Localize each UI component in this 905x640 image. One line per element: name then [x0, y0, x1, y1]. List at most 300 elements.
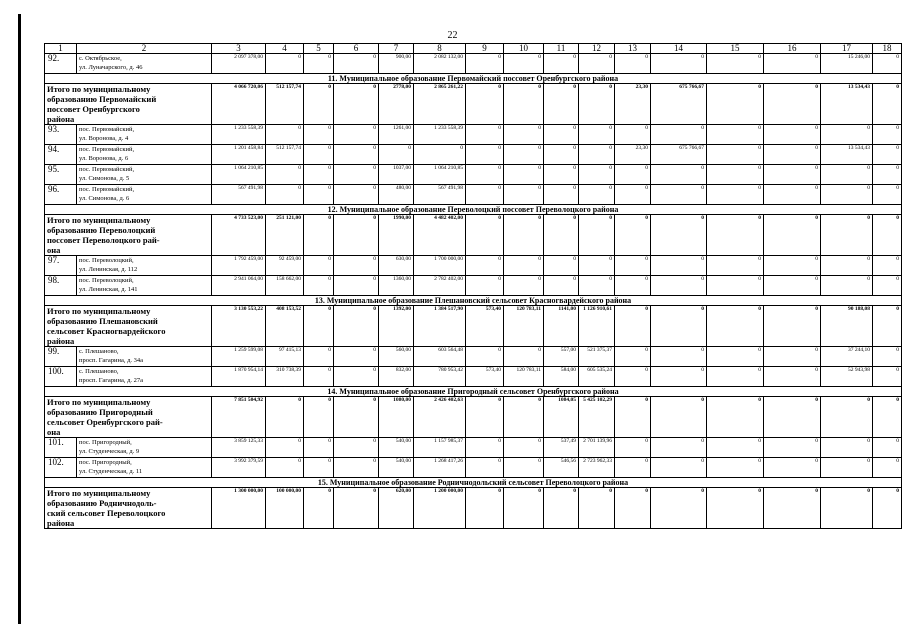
- column-header: 8: [414, 44, 466, 54]
- table-row: [45, 125, 902, 145]
- cell-line: района: [47, 518, 75, 528]
- total-row: [45, 215, 902, 256]
- value-cell: 1 126 910,61: [579, 306, 615, 347]
- cell-line: ул. Симонова, д. 6: [79, 195, 130, 202]
- value-cell: 0: [544, 145, 579, 165]
- value-cell: 0: [707, 347, 764, 367]
- value-cell: 0: [334, 458, 379, 478]
- value-cell: 0: [873, 256, 902, 276]
- value-cell: 1084,05: [544, 397, 579, 438]
- value-cell: 0: [615, 347, 651, 367]
- value-cell: 0: [707, 367, 764, 387]
- value-cell: 0: [873, 215, 902, 256]
- value-cell: 52 943,98: [821, 367, 873, 387]
- value-cell: 0: [821, 125, 873, 145]
- value-cell: 0: [504, 276, 544, 296]
- value-cell: 0: [764, 438, 821, 458]
- address-cell: [77, 185, 212, 205]
- section-title: 15. Муниципальное образование Родничнодольский сельсовет Переволоцкого района: [45, 478, 902, 488]
- value-cell: 0: [504, 458, 544, 478]
- value-cell: 0: [466, 256, 504, 276]
- section-row: [45, 387, 902, 397]
- value-cell: 567 491,98: [212, 185, 266, 205]
- value-cell: 0: [651, 185, 707, 205]
- address-cell: [77, 367, 212, 387]
- value-cell: 1261,00: [379, 125, 414, 145]
- value-cell: 2778,00: [379, 84, 414, 125]
- total-row: [45, 306, 902, 347]
- cell-line: с. Октябрьское,: [79, 55, 122, 62]
- column-header: 6: [334, 44, 379, 54]
- total-row: [45, 397, 902, 438]
- value-cell: 310 738,39: [266, 367, 304, 387]
- value-cell: 0: [466, 185, 504, 205]
- value-cell: 0: [304, 397, 334, 438]
- value-cell: 0: [544, 185, 579, 205]
- value-cell: 0: [764, 185, 821, 205]
- value-cell: 158 662,00: [266, 276, 304, 296]
- table-row: [45, 438, 902, 458]
- page-number: 22: [447, 30, 458, 41]
- value-cell: 1 157 985,37: [414, 438, 466, 458]
- cell-line: Итого по муниципальному: [47, 84, 151, 94]
- value-cell: 0: [651, 438, 707, 458]
- value-cell: 780 953,42: [414, 367, 466, 387]
- value-cell: 0: [764, 488, 821, 529]
- cell-line: района: [47, 336, 75, 346]
- value-cell: 512 157,74: [266, 145, 304, 165]
- cell-line: ул. Ленинская, д. 141: [79, 286, 138, 293]
- value-cell: 0: [821, 276, 873, 296]
- value-cell: 408 153,52: [266, 306, 304, 347]
- value-cell: 0: [821, 256, 873, 276]
- address-cell: [77, 145, 212, 165]
- value-cell: 0: [821, 397, 873, 438]
- value-cell: 37 244,10: [821, 347, 873, 367]
- value-cell: 0: [579, 215, 615, 256]
- value-cell: 90 188,08: [821, 306, 873, 347]
- value-cell: 7 851 504,92: [212, 397, 266, 438]
- table-row: [45, 347, 902, 367]
- column-header: 3: [212, 44, 266, 54]
- value-cell: 0: [764, 397, 821, 438]
- value-cell: 92 459,00: [266, 256, 304, 276]
- total-label: [45, 306, 212, 347]
- value-cell: 0: [466, 488, 504, 529]
- table-row: [45, 458, 902, 478]
- table-body: [45, 44, 902, 529]
- column-header: 13: [615, 44, 651, 54]
- value-cell: 2 941 064,00: [212, 276, 266, 296]
- value-cell: 0: [334, 276, 379, 296]
- row-number: 93.: [45, 125, 77, 145]
- value-cell: 605 535,24: [579, 367, 615, 387]
- cell-line: ул. Воронова, д. 4: [79, 135, 129, 142]
- address-cell: [77, 256, 212, 276]
- value-cell: 0: [615, 125, 651, 145]
- column-header: 17: [821, 44, 873, 54]
- value-cell: 0: [873, 488, 902, 529]
- value-cell: 0: [304, 185, 334, 205]
- value-cell: 0: [266, 125, 304, 145]
- table-row: [45, 256, 902, 276]
- value-cell: 1 268 417,26: [414, 458, 466, 478]
- value-cell: 0: [764, 145, 821, 165]
- cell-line: образованию Плешановский: [47, 316, 158, 326]
- value-cell: 0: [334, 84, 379, 125]
- value-cell: 0: [466, 438, 504, 458]
- value-cell: 1990,00: [379, 215, 414, 256]
- value-cell: 0: [304, 438, 334, 458]
- value-cell: 0: [615, 306, 651, 347]
- value-cell: 0: [579, 165, 615, 185]
- value-cell: 0: [821, 488, 873, 529]
- value-cell: 480,00: [379, 185, 414, 205]
- column-header: 5: [304, 44, 334, 54]
- value-cell: 1360,00: [379, 276, 414, 296]
- value-cell: 15 246,00: [821, 54, 873, 74]
- cell-line: ул. Студенческая, д. 9: [79, 448, 140, 455]
- value-cell: 0: [873, 397, 902, 438]
- value-cell: 1 233 558,39: [212, 125, 266, 145]
- row-number: 95.: [45, 165, 77, 185]
- value-cell: 2 082 132,00: [414, 54, 466, 74]
- value-cell: 0: [304, 125, 334, 145]
- row-number: 98.: [45, 276, 77, 296]
- value-cell: 0: [304, 145, 334, 165]
- value-cell: 0: [466, 125, 504, 145]
- value-cell: 2 426 402,63: [414, 397, 466, 438]
- cell-line: ул. Симонова, д. 5: [79, 175, 130, 182]
- column-header: 18: [873, 44, 902, 54]
- value-cell: 0: [504, 185, 544, 205]
- value-cell: 0: [334, 185, 379, 205]
- value-cell: 13 534,43: [821, 145, 873, 165]
- value-cell: 537,49: [544, 438, 579, 458]
- cell-line: района: [47, 114, 75, 124]
- value-cell: 0: [504, 145, 544, 165]
- address-cell: [77, 125, 212, 145]
- value-cell: 0: [304, 54, 334, 74]
- value-cell: 0: [466, 54, 504, 74]
- total-row: [45, 84, 902, 125]
- cell-line: ул. Студенческая, д. 11: [79, 468, 143, 475]
- total-label: [45, 397, 212, 438]
- value-cell: 0: [334, 347, 379, 367]
- column-header: 2: [77, 44, 212, 54]
- value-cell: 1 792 459,00: [212, 256, 266, 276]
- value-cell: 832,00: [379, 367, 414, 387]
- value-cell: 0: [764, 215, 821, 256]
- value-cell: 0: [707, 125, 764, 145]
- value-cell: 0: [873, 54, 902, 74]
- value-cell: 540,00: [379, 438, 414, 458]
- value-cell: 0: [334, 125, 379, 145]
- cell-line: ул. Воронова, д. 6: [79, 155, 129, 162]
- value-cell: 0: [707, 185, 764, 205]
- value-cell: 23,30: [615, 84, 651, 125]
- value-cell: 3 992 379,59: [212, 458, 266, 478]
- column-header: 7: [379, 44, 414, 54]
- value-cell: 0: [651, 165, 707, 185]
- cell-line: ский сельсовет Переволоцкого: [47, 508, 166, 518]
- value-cell: 0: [304, 215, 334, 256]
- value-cell: 0: [651, 347, 707, 367]
- value-cell: 0: [873, 185, 902, 205]
- value-cell: 0: [651, 367, 707, 387]
- value-cell: 1 384 517,90: [414, 306, 466, 347]
- value-cell: 0: [504, 488, 544, 529]
- value-cell: 0: [615, 397, 651, 438]
- cell-line: пос. Пригородный,: [79, 439, 132, 446]
- value-cell: 0: [579, 125, 615, 145]
- value-cell: 0: [615, 54, 651, 74]
- value-cell: 546,56: [544, 458, 579, 478]
- value-cell: 512 157,74: [266, 84, 304, 125]
- value-cell: 0: [466, 276, 504, 296]
- value-cell: 0: [579, 84, 615, 125]
- value-cell: 0: [579, 145, 615, 165]
- value-cell: 0: [615, 256, 651, 276]
- value-cell: 567 491,98: [414, 185, 466, 205]
- value-cell: 0: [651, 256, 707, 276]
- value-cell: 2 723 962,33: [579, 458, 615, 478]
- value-cell: 0: [873, 438, 902, 458]
- value-cell: 0: [707, 84, 764, 125]
- address-cell: [77, 347, 212, 367]
- table-row: [45, 54, 902, 74]
- value-cell: 120 783,11: [504, 367, 544, 387]
- value-cell: 0: [651, 458, 707, 478]
- value-cell: 0: [466, 215, 504, 256]
- value-cell: 0: [266, 458, 304, 478]
- cell-line: Итого по муниципальному: [47, 397, 151, 407]
- column-header: 16: [764, 44, 821, 54]
- row-number: 94.: [45, 145, 77, 165]
- section-title: 13. Муниципальное образование Плешановский сельсовет Красногвардейского района: [45, 296, 902, 306]
- value-cell: 0: [379, 145, 414, 165]
- row-number: 96.: [45, 185, 77, 205]
- value-cell: 0: [579, 488, 615, 529]
- section-title: 11. Муниципальное образование Первомайский поссовет Оренбургского района: [45, 74, 902, 84]
- value-cell: 0: [304, 306, 334, 347]
- cell-line: пос. Переволоцкий,: [79, 257, 134, 264]
- value-cell: 1 870 954,14: [212, 367, 266, 387]
- table-row: [45, 185, 902, 205]
- value-cell: 0: [873, 276, 902, 296]
- value-cell: 0: [579, 54, 615, 74]
- cell-line: с. Плешаново,: [79, 348, 119, 355]
- value-cell: 0: [334, 165, 379, 185]
- cell-line: ул. Ленинская, д. 112: [79, 266, 138, 273]
- value-cell: 0: [764, 347, 821, 367]
- value-cell: 0: [334, 306, 379, 347]
- column-header: 1: [45, 44, 77, 54]
- value-cell: 0: [304, 367, 334, 387]
- value-cell: 1 200 000,00: [414, 488, 466, 529]
- value-cell: 0: [266, 165, 304, 185]
- value-cell: 0: [821, 438, 873, 458]
- value-cell: 0: [707, 306, 764, 347]
- value-cell: 0: [821, 458, 873, 478]
- header-row: [45, 44, 902, 54]
- cell-line: она: [47, 245, 61, 255]
- value-cell: 0: [304, 347, 334, 367]
- value-cell: 2 097 378,00: [212, 54, 266, 74]
- section-row: [45, 296, 902, 306]
- value-cell: 0: [334, 54, 379, 74]
- value-cell: 630,00: [379, 256, 414, 276]
- value-cell: 0: [651, 397, 707, 438]
- value-cell: 0: [544, 125, 579, 145]
- value-cell: 0: [821, 165, 873, 185]
- value-cell: 0: [615, 185, 651, 205]
- cell-line: пос. Переволоцкий,: [79, 277, 134, 284]
- value-cell: 0: [764, 367, 821, 387]
- value-cell: 1141,00: [544, 306, 579, 347]
- value-cell: 521 375,37: [579, 347, 615, 367]
- row-number: 102.: [45, 458, 77, 478]
- value-cell: 1080,00: [379, 397, 414, 438]
- value-cell: 0: [873, 165, 902, 185]
- column-header: 14: [651, 44, 707, 54]
- value-cell: 0: [466, 84, 504, 125]
- value-cell: 0: [334, 145, 379, 165]
- cell-line: с. Плешаново,: [79, 368, 119, 375]
- table-row: [45, 276, 902, 296]
- value-cell: 4 066 720,06: [212, 84, 266, 125]
- value-cell: 0: [304, 458, 334, 478]
- value-cell: 0: [707, 458, 764, 478]
- total-label: [45, 488, 212, 529]
- value-cell: 0: [334, 438, 379, 458]
- total-label: [45, 84, 212, 125]
- value-cell: 0: [821, 215, 873, 256]
- value-cell: 0: [304, 488, 334, 529]
- address-cell: [77, 165, 212, 185]
- value-cell: 0: [873, 347, 902, 367]
- cell-line: Итого по муниципальному: [47, 306, 151, 316]
- value-cell: 675 766,67: [651, 84, 707, 125]
- table-row: [45, 367, 902, 387]
- value-cell: 0: [544, 165, 579, 185]
- value-cell: 0: [544, 276, 579, 296]
- value-cell: 620,00: [379, 488, 414, 529]
- value-cell: 0: [579, 256, 615, 276]
- value-cell: 0: [764, 306, 821, 347]
- address-cell: [77, 276, 212, 296]
- value-cell: 2 782 402,00: [414, 276, 466, 296]
- value-cell: 0: [764, 276, 821, 296]
- data-table: [44, 43, 902, 529]
- cell-line: просп. Гагарина, д. 34а: [79, 357, 144, 364]
- value-cell: 1 700 000,00: [414, 256, 466, 276]
- value-cell: 0: [873, 458, 902, 478]
- section-title: 12. Муниципальное образование Переволоцкий поссовет Переволоцкого района: [45, 205, 902, 215]
- value-cell: 4 733 523,00: [212, 215, 266, 256]
- value-cell: 0: [304, 256, 334, 276]
- value-cell: 0: [504, 84, 544, 125]
- section-row: [45, 205, 902, 215]
- cell-line: ул. Луначарского, д. 46: [79, 64, 143, 71]
- value-cell: 0: [873, 306, 902, 347]
- value-cell: 0: [651, 488, 707, 529]
- value-cell: 0: [544, 215, 579, 256]
- cell-line: образованию Родничнодоль-: [47, 498, 157, 508]
- value-cell: 0: [334, 488, 379, 529]
- value-cell: 251 121,00: [266, 215, 304, 256]
- value-cell: 0: [334, 256, 379, 276]
- value-cell: 0: [873, 125, 902, 145]
- value-cell: 0: [466, 347, 504, 367]
- value-cell: 540,00: [379, 458, 414, 478]
- value-cell: 0: [504, 397, 544, 438]
- column-header: 15: [707, 44, 764, 54]
- cell-line: она: [47, 427, 61, 437]
- value-cell: 0: [304, 276, 334, 296]
- value-cell: 0: [544, 84, 579, 125]
- value-cell: 0: [266, 54, 304, 74]
- value-cell: 0: [651, 125, 707, 145]
- cell-line: образованию Пригородный: [47, 407, 153, 417]
- value-cell: 0: [707, 54, 764, 74]
- address-cell: [77, 54, 212, 74]
- value-cell: 0: [414, 145, 466, 165]
- value-cell: 0: [764, 458, 821, 478]
- value-cell: 0: [707, 488, 764, 529]
- value-cell: 0: [873, 145, 902, 165]
- value-cell: 0: [544, 256, 579, 276]
- value-cell: 584,00: [544, 367, 579, 387]
- value-cell: 573,40: [466, 367, 504, 387]
- value-cell: 0: [266, 438, 304, 458]
- value-cell: 0: [707, 256, 764, 276]
- value-cell: 560,00: [379, 347, 414, 367]
- value-cell: 0: [873, 84, 902, 125]
- cell-line: сельсовет Оренбургского рай-: [47, 417, 163, 427]
- value-cell: 0: [266, 185, 304, 205]
- column-header: 12: [579, 44, 615, 54]
- value-cell: 0: [764, 165, 821, 185]
- cell-line: пос. Первомайский,: [79, 186, 135, 193]
- cell-line: поссовет Переволоцкого рай-: [47, 235, 160, 245]
- value-cell: 675 766,67: [651, 145, 707, 165]
- value-cell: 1 300 000,00: [212, 488, 266, 529]
- row-number: 99.: [45, 347, 77, 367]
- value-cell: 0: [504, 347, 544, 367]
- value-cell: 0: [651, 215, 707, 256]
- value-cell: 0: [615, 367, 651, 387]
- value-cell: 0: [304, 84, 334, 125]
- value-cell: 5 425 102,29: [579, 397, 615, 438]
- value-cell: 0: [504, 125, 544, 145]
- column-header: 10: [504, 44, 544, 54]
- value-cell: 97 415,13: [266, 347, 304, 367]
- value-cell: 573,40: [466, 306, 504, 347]
- row-number: 92.: [45, 54, 77, 74]
- value-cell: 23,30: [615, 145, 651, 165]
- cell-line: Итого по муниципальному: [47, 215, 151, 225]
- value-cell: 1037,00: [379, 165, 414, 185]
- value-cell: 0: [615, 438, 651, 458]
- row-number: 97.: [45, 256, 77, 276]
- value-cell: 0: [764, 256, 821, 276]
- value-cell: 0: [707, 145, 764, 165]
- cell-line: пос. Первомайский,: [79, 146, 135, 153]
- cell-line: пос. Первомайский,: [79, 166, 135, 173]
- value-cell: 0: [504, 165, 544, 185]
- value-cell: 0: [466, 145, 504, 165]
